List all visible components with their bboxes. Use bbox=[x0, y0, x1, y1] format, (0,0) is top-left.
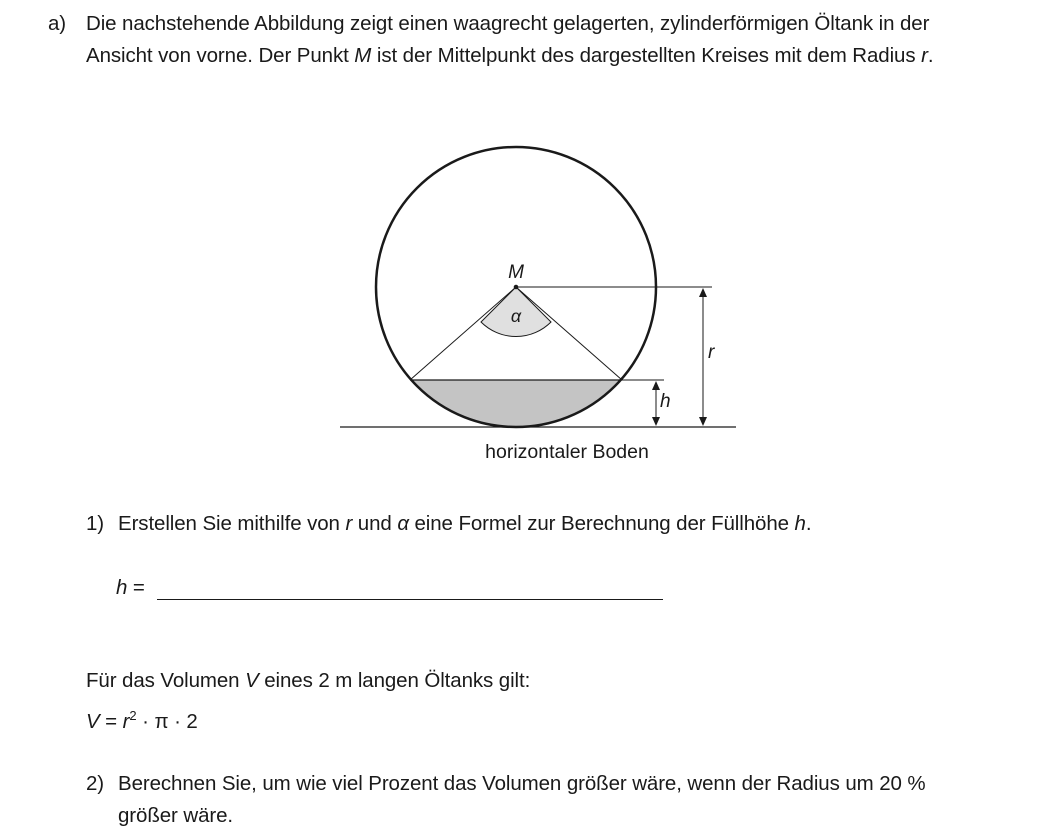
answer-label bbox=[116, 572, 145, 604]
diagram-caption: horizontaler Boden bbox=[485, 441, 649, 463]
answer-blank-line[interactable] bbox=[157, 599, 663, 600]
vol-text-1: Für das Volumen bbox=[86, 669, 246, 692]
label-radius-r: r bbox=[708, 342, 715, 363]
q1-text-1: Erstellen Sie mithilfe von bbox=[118, 512, 346, 535]
question1-number: 1) bbox=[86, 512, 105, 535]
intro-text-3: . bbox=[927, 44, 934, 67]
formula-var-v: V bbox=[86, 710, 100, 733]
answer-equals: = bbox=[127, 576, 145, 599]
formula-var-r: r bbox=[122, 710, 130, 733]
vol-text-2: eines 2 m langen Öltanks gilt: bbox=[258, 669, 531, 692]
q1-var-r: r bbox=[345, 512, 353, 535]
q1-text-2: und bbox=[352, 512, 398, 535]
formula-equals: = bbox=[99, 710, 123, 733]
formula-rest: · π · 2 bbox=[136, 710, 198, 733]
arrow-r-bottom bbox=[699, 417, 707, 426]
vol-var-v: V bbox=[245, 669, 259, 692]
question2-text: Berechnen Sie, um wie viel Prozent das Volumen größer wäre, wenn der Radius um 20 % größer wäre. bbox=[118, 772, 926, 827]
question2-number: 2) bbox=[86, 772, 105, 795]
q1-var-h: h bbox=[794, 512, 806, 535]
answer-var-h: h bbox=[116, 576, 128, 599]
intro-var-r: r bbox=[921, 44, 928, 67]
intro-var-m: M bbox=[354, 44, 372, 67]
formula-exponent: 2 bbox=[129, 708, 137, 723]
label-alpha: α bbox=[510, 306, 522, 326]
volume-formula bbox=[86, 706, 198, 738]
volume-intro bbox=[86, 665, 530, 697]
q1-text-3: eine Formel zur Berechnung der Füllhöhe bbox=[408, 512, 795, 535]
arrow-h-top bbox=[652, 381, 660, 390]
arrow-r-top bbox=[699, 288, 707, 297]
question1-text bbox=[118, 508, 978, 540]
label-center-m: M bbox=[508, 262, 524, 283]
intro-text-2: ist der Mittelpunkt des dargestellten Kreises mit dem Radius bbox=[371, 44, 922, 67]
arrow-h-bottom bbox=[652, 417, 660, 426]
task-label: a) bbox=[48, 12, 67, 35]
oil-fill-segment bbox=[370, 380, 670, 440]
q1-text-4: . bbox=[805, 512, 812, 535]
intro-text-1: Die nachstehende Abbildung zeigt einen waagrecht gelagerten, zylinderförmigen Öltank in der Ansicht von vorne. Der Punkt bbox=[86, 12, 930, 67]
label-height-h: h bbox=[660, 391, 671, 412]
q1-var-alpha: α bbox=[397, 512, 409, 535]
